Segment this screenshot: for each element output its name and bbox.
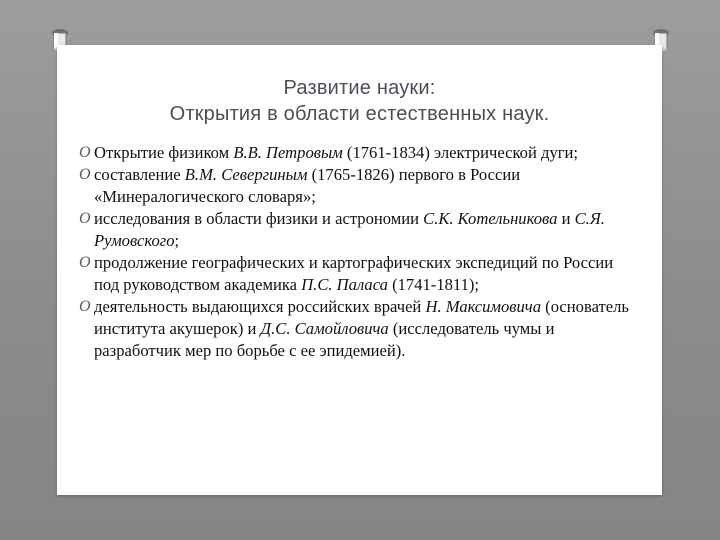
bullet-icon: O [79,298,91,315]
item-text: составление [94,165,185,184]
slide-title [57,75,662,127]
name-text: С.К. Котельникова [423,209,558,228]
title-line-2: Открытия в области естественных наук. [169,103,550,125]
item-text: продолжение географических и картографических экспедиций по России под руководством академика [94,253,614,294]
item-text: (основатель института акушерок) и [94,297,629,338]
item-text: (1765-1826) первого в России «Минералогического словаря»; [94,165,521,206]
item-text: деятельность выдающихся российских врачей [94,297,426,316]
list-item [79,164,639,208]
bullet-icon: O [79,254,91,271]
bullet-icon: O [79,210,91,227]
bullet-icon: O [79,144,91,161]
slide-card [57,45,662,495]
name-text: В.М. Севергиным [184,165,308,184]
name-text: П.С. Паласа [301,275,388,294]
list-item [79,208,639,252]
list-item [79,142,639,164]
name-text: Н. Максимовича [425,297,542,316]
item-text: (исследователь чумы и разработчик мер по борьбе с ее эпидемией). [94,319,555,360]
bullet-icon: O [79,166,91,183]
item-text: ; [174,231,180,250]
list-item [79,252,639,296]
item-text: исследования в области физики и астрономии [94,209,424,228]
name-text: С.Я. Румовского [94,209,605,250]
name-text: В.В. Петровым [233,143,343,162]
item-text: Открытие физиком [94,143,234,162]
bullet-list [79,142,639,362]
item-text: и [557,209,575,228]
list-item [79,296,639,362]
item-text: (1741-1811); [387,275,480,294]
item-text: (1761-1834) электрической дуги; [342,143,579,162]
name-text: Д.С. Самойловича [260,319,389,338]
title-line-1: Развитие науки: [283,77,436,99]
